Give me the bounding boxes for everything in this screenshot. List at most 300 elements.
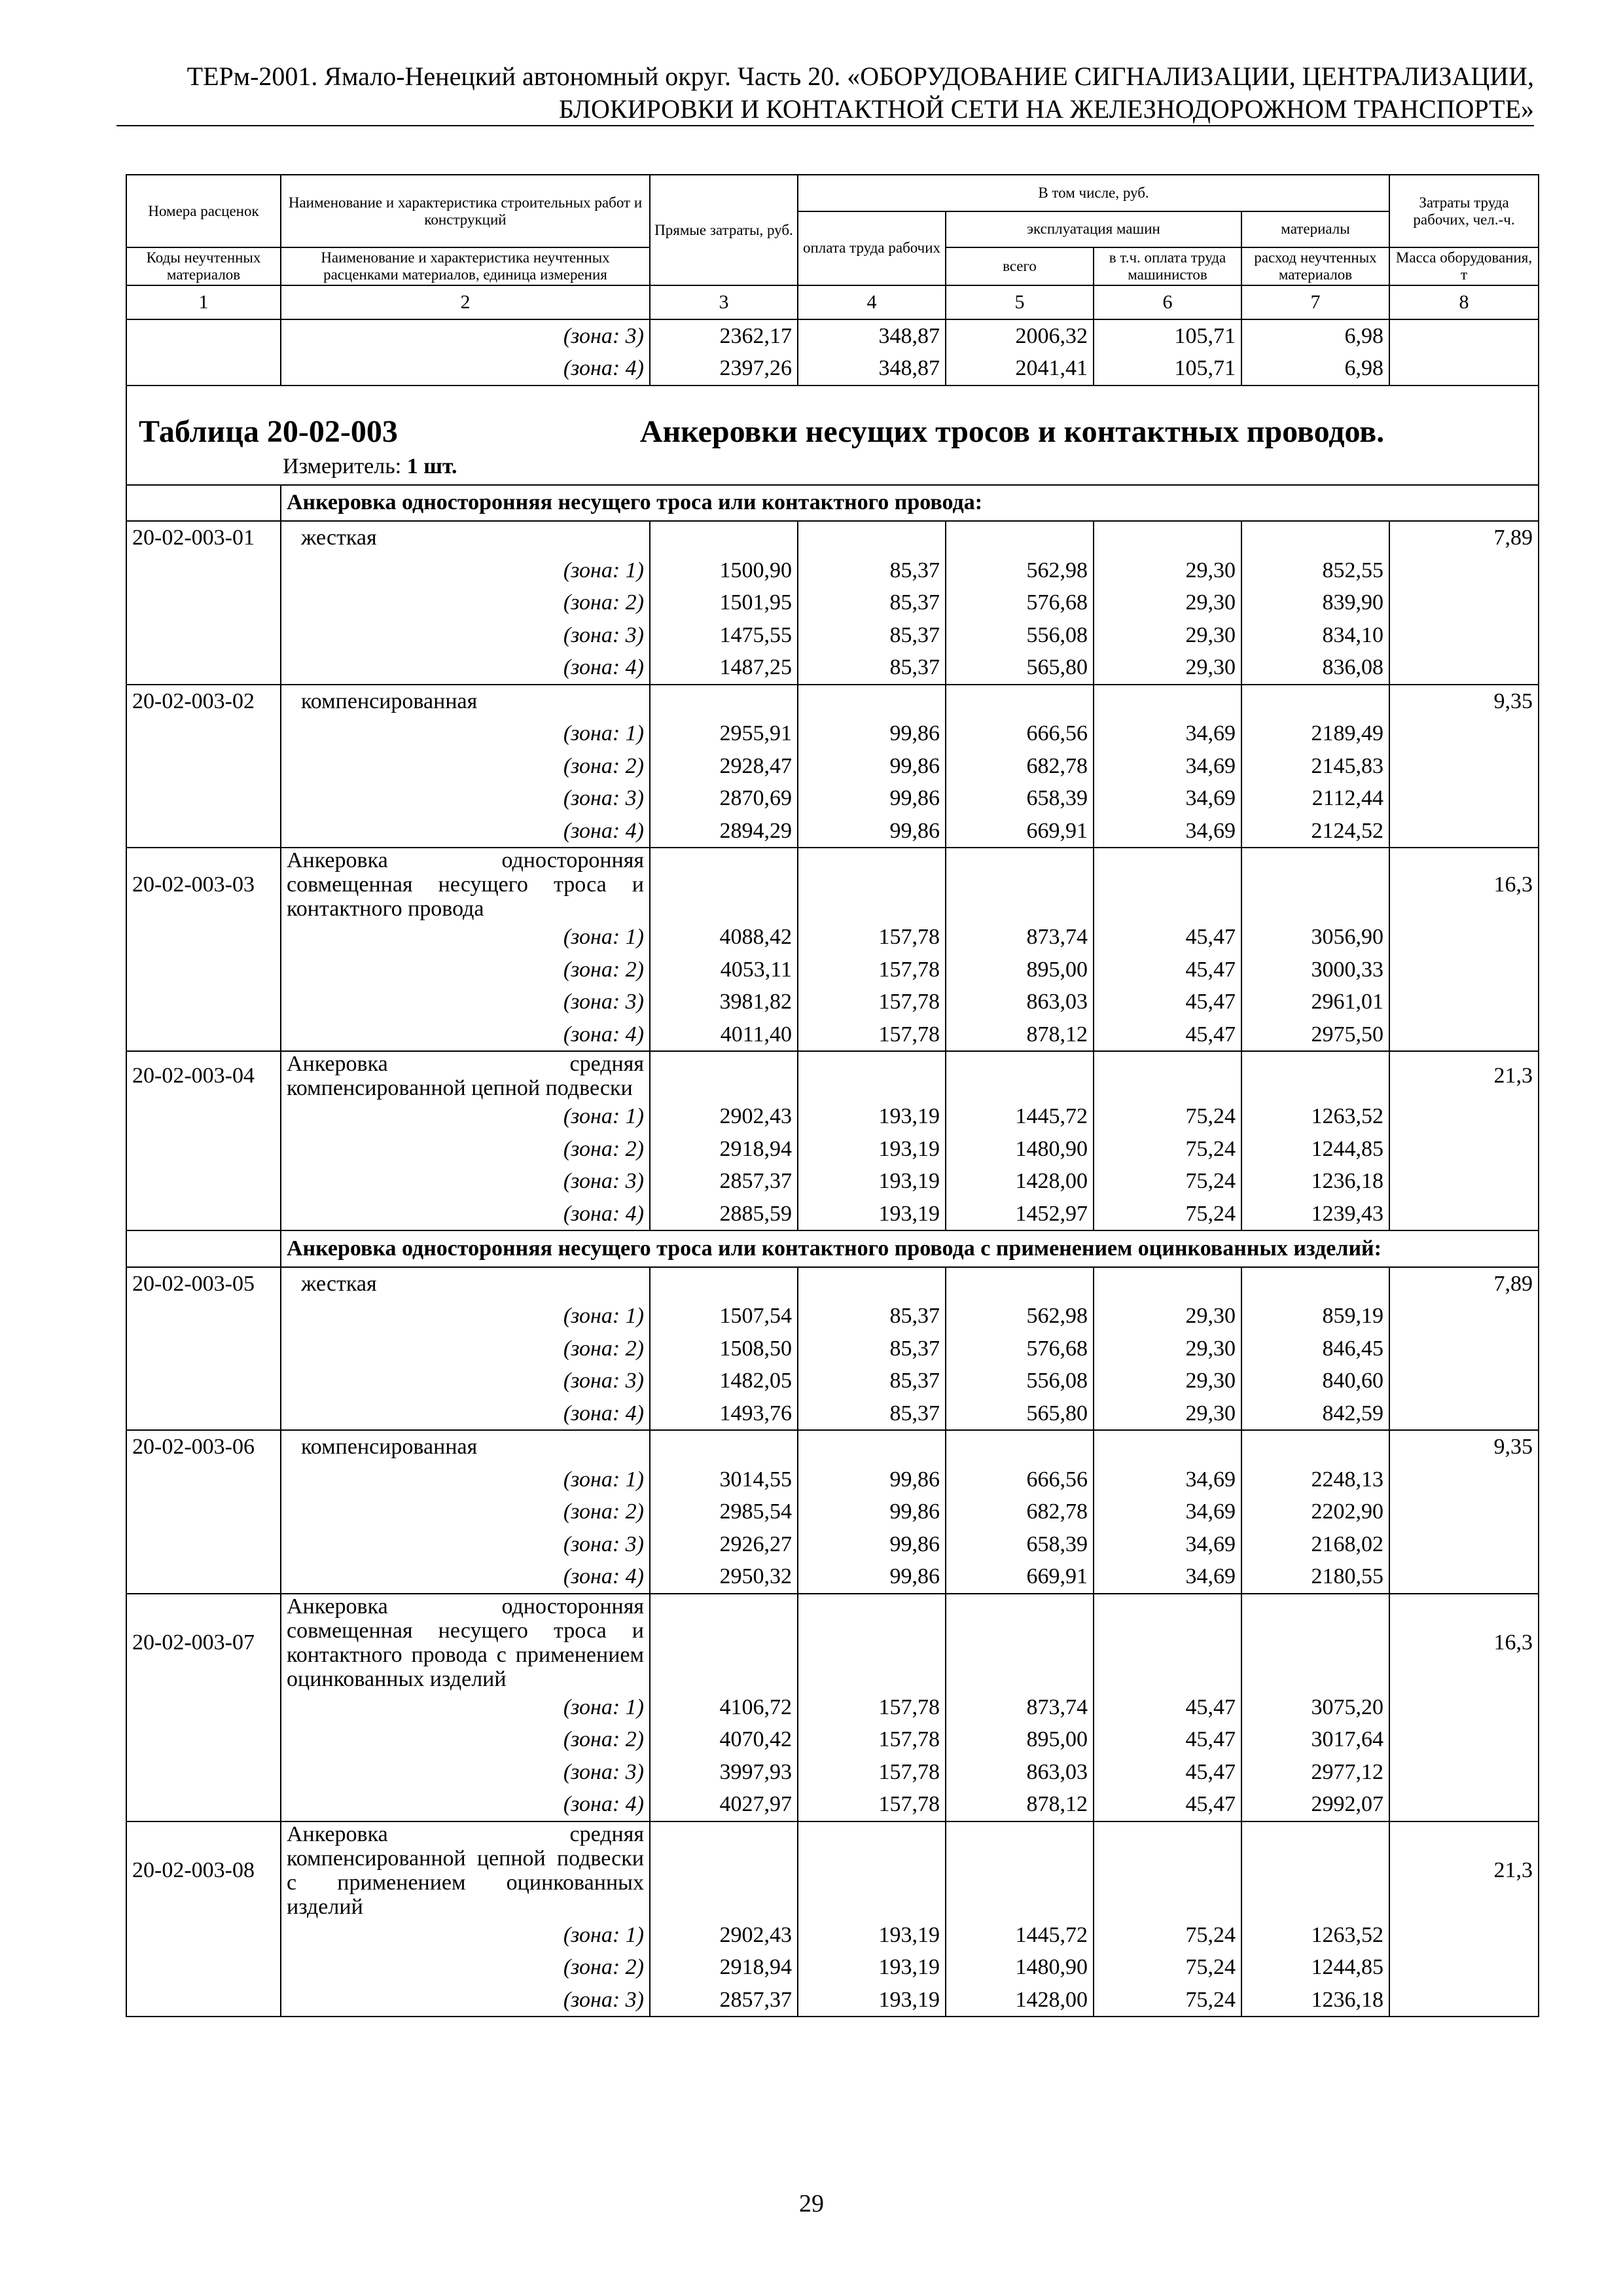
empty-code-cell (126, 554, 281, 587)
direct-cost: 4088,42 (650, 921, 798, 954)
measure-label: Измеритель: (283, 454, 402, 478)
zone-row (126, 651, 1539, 685)
table-title-line (127, 412, 1538, 452)
empty-cell (1389, 954, 1539, 986)
zone-row (126, 554, 1539, 587)
zone-label: (зона: 1) (281, 554, 650, 587)
zone-row (126, 619, 1539, 652)
empty-cell (1389, 1984, 1539, 2017)
zone-row (126, 815, 1539, 848)
empty-cell (1241, 1821, 1389, 1919)
including-header: В том числе, руб. (798, 175, 1389, 211)
machines-total: 658,39 (946, 1528, 1094, 1561)
empty-code-cell (126, 352, 281, 386)
operator-pay: 45,47 (1094, 1788, 1241, 1821)
direct-cost: 4106,72 (650, 1691, 798, 1724)
machines-total: 863,03 (946, 986, 1094, 1018)
empty-code-cell (126, 1788, 281, 1821)
materials-cost: 842,59 (1241, 1397, 1389, 1431)
direct-cost: 2857,37 (650, 1165, 798, 1198)
empty-code-cell (126, 1397, 281, 1431)
labor-hours: 16,3 (1389, 848, 1539, 921)
empty-cell (1389, 1165, 1539, 1198)
empty-cell (1389, 1528, 1539, 1561)
machines-total: 1445,72 (946, 1100, 1094, 1133)
col-number: 7 (1241, 285, 1389, 319)
operator-pay: 45,47 (1094, 986, 1241, 1018)
empty-cell (1094, 1051, 1241, 1100)
materials-cost: 1236,18 (1241, 1984, 1389, 2017)
machines-total: 666,56 (946, 717, 1094, 750)
operator-pay: 45,47 (1094, 1018, 1241, 1052)
empty-cell (1389, 1496, 1539, 1528)
empty-code-cell (126, 1230, 281, 1267)
materials-cost: 2180,55 (1241, 1560, 1389, 1594)
labor-pay: 157,78 (798, 986, 946, 1018)
direct-cost: 1482,05 (650, 1365, 798, 1397)
col-2-header-b: Наименование и характеристика неучтенных расценками материалов, единица измерения (281, 247, 650, 285)
item-row (126, 1594, 1539, 1691)
machines-total: 669,91 (946, 815, 1094, 848)
direct-cost: 2902,43 (650, 1919, 798, 1952)
machines-total: 895,00 (946, 954, 1094, 986)
empty-cell (1389, 554, 1539, 587)
operator-pay: 75,24 (1094, 1984, 1241, 2017)
machines-total: 1428,00 (946, 1165, 1094, 1198)
materials-cost: 2202,90 (1241, 1496, 1389, 1528)
empty-code-cell (126, 986, 281, 1018)
machines-total: 878,12 (946, 1018, 1094, 1052)
direct-cost: 4053,11 (650, 954, 798, 986)
header-row-1 (126, 175, 1539, 211)
empty-code-cell (126, 921, 281, 954)
empty-cell (1094, 848, 1241, 921)
machines-total: 878,12 (946, 1788, 1094, 1821)
zone-row (126, 1100, 1539, 1133)
machines-total: 1452,97 (946, 1198, 1094, 1231)
empty-cell (946, 1821, 1094, 1919)
machines-total: 562,98 (946, 554, 1094, 587)
labor-pay: 193,19 (798, 1951, 946, 1984)
labor-pay: 157,78 (798, 954, 946, 986)
zone-label: (зона: 4) (281, 815, 650, 848)
labor-pay: 99,86 (798, 1463, 946, 1496)
zone-label: (зона: 3) (281, 782, 650, 815)
zone-row (126, 921, 1539, 954)
col-number: 8 (1389, 285, 1539, 319)
operator-pay: 34,69 (1094, 782, 1241, 815)
empty-code-cell (126, 485, 281, 522)
direct-cost: 1475,55 (650, 619, 798, 652)
zone-label: (зона: 1) (281, 1300, 650, 1333)
machines-total: 863,03 (946, 1756, 1094, 1789)
empty-cell (946, 848, 1094, 921)
direct-cost: 2894,29 (650, 815, 798, 848)
empty-cell (1389, 921, 1539, 954)
empty-code-cell (126, 954, 281, 986)
zone-row (126, 1528, 1539, 1561)
materials-cost: 1244,85 (1241, 1951, 1389, 1984)
empty-cell (798, 1430, 946, 1463)
operator-pay: 29,30 (1094, 1365, 1241, 1397)
machines-total: 1445,72 (946, 1919, 1094, 1952)
machines-total: 562,98 (946, 1300, 1094, 1333)
item-row (126, 685, 1539, 718)
operator-pay: 34,69 (1094, 1560, 1241, 1594)
direct-cost: 2928,47 (650, 750, 798, 783)
operator-pay: 29,30 (1094, 1300, 1241, 1333)
item-description: компенсированная (281, 1430, 650, 1463)
operator-pay: 29,30 (1094, 1397, 1241, 1431)
materials-cost: 3017,64 (1241, 1723, 1389, 1756)
labor-pay: 85,37 (798, 1300, 946, 1333)
machines-total: 556,08 (946, 619, 1094, 652)
zone-row (126, 986, 1539, 1018)
labor-pay: 348,87 (798, 352, 946, 386)
col-number: 3 (650, 285, 798, 319)
materials-cost: 2112,44 (1241, 782, 1389, 815)
operator-pay: 75,24 (1094, 1100, 1241, 1133)
zone-label: (зона: 4) (281, 1397, 650, 1431)
direct-cost: 1501,95 (650, 586, 798, 619)
operator-pay: 45,47 (1094, 1691, 1241, 1724)
item-row (126, 1821, 1539, 1919)
zone-label: (зона: 1) (281, 1463, 650, 1496)
materials-cost: 840,60 (1241, 1365, 1389, 1397)
empty-cell (1389, 782, 1539, 815)
labor-hours: 9,35 (1389, 1430, 1539, 1463)
empty-code-cell (126, 1951, 281, 1984)
direct-cost: 2918,94 (650, 1951, 798, 1984)
col-5-header: всего (946, 247, 1094, 285)
col-7-header: расход неучтенных материалов (1241, 247, 1389, 285)
col-8-header-b: Масса оборудования, т (1389, 247, 1539, 285)
labor-pay: 99,86 (798, 1496, 946, 1528)
empty-code-cell (126, 1919, 281, 1952)
materials-cost: 3056,90 (1241, 921, 1389, 954)
materials-cost: 2975,50 (1241, 1018, 1389, 1052)
labor-pay: 157,78 (798, 1756, 946, 1789)
zone-label: (зона: 4) (281, 651, 650, 685)
machines-total: 666,56 (946, 1463, 1094, 1496)
rate-code: 20-02-003-05 (126, 1267, 281, 1300)
labor-pay: 99,86 (798, 1528, 946, 1561)
labor-pay: 193,19 (798, 1919, 946, 1952)
empty-cell (1094, 1267, 1241, 1300)
column-numbers-row (126, 285, 1539, 319)
labor-pay: 85,37 (798, 651, 946, 685)
empty-code-cell (126, 1691, 281, 1724)
direct-cost: 1508,50 (650, 1333, 798, 1365)
zone-label: (зона: 3) (281, 1756, 650, 1789)
labor-hours: 7,89 (1389, 521, 1539, 554)
col-1-header-a: Номера расценок (126, 175, 281, 247)
rate-code: 20-02-003-08 (126, 1821, 281, 1919)
rate-code: 20-02-003-06 (126, 1430, 281, 1463)
empty-cell (1241, 521, 1389, 554)
machines-total: 1480,90 (946, 1133, 1094, 1166)
rate-code: 20-02-003-07 (126, 1594, 281, 1691)
operator-pay: 75,24 (1094, 1198, 1241, 1231)
rate-code: 20-02-003-01 (126, 521, 281, 554)
table-title-cell (126, 386, 1539, 485)
operator-pay: 45,47 (1094, 1723, 1241, 1756)
zone-label: (зона: 1) (281, 921, 650, 954)
direct-cost: 1507,54 (650, 1300, 798, 1333)
col-number: 6 (1094, 285, 1241, 319)
empty-cell (650, 1051, 798, 1100)
item-row (126, 848, 1539, 921)
rate-code: 20-02-003-04 (126, 1051, 281, 1100)
empty-cell (1389, 1365, 1539, 1397)
empty-cell (1389, 586, 1539, 619)
labor-pay: 193,19 (798, 1198, 946, 1231)
empty-code-cell (126, 1528, 281, 1561)
empty-code-cell (126, 1365, 281, 1397)
operator-pay: 45,47 (1094, 1756, 1241, 1789)
labor-pay: 85,37 (798, 586, 946, 619)
materials-cost: 6,98 (1241, 352, 1389, 386)
labor-pay: 99,86 (798, 782, 946, 815)
zone-row (126, 1691, 1539, 1724)
labor-pay: 157,78 (798, 1691, 946, 1724)
empty-cell (1241, 685, 1389, 718)
rates-table (126, 174, 1539, 2017)
empty-cell (1389, 815, 1539, 848)
zone-row (126, 1018, 1539, 1052)
empty-cell (946, 1051, 1094, 1100)
operator-pay: 34,69 (1094, 815, 1241, 848)
operator-pay: 75,24 (1094, 1919, 1241, 1952)
empty-code-cell (126, 1756, 281, 1789)
direct-cost: 4011,40 (650, 1018, 798, 1052)
materials-cost: 2124,52 (1241, 815, 1389, 848)
header-line-2: БЛОКИРОВКИ И КОНТАКТНОЙ СЕТИ НА ЖЕЛЕЗНОДОРОЖНОМ ТРАНСПОРТЕ» (558, 94, 1534, 124)
page-number: 29 (799, 2190, 824, 2217)
empty-cell (1094, 1594, 1241, 1691)
empty-cell (650, 1430, 798, 1463)
empty-code-cell (126, 750, 281, 783)
zone-label: (зона: 2) (281, 1723, 650, 1756)
empty-code-cell (126, 1560, 281, 1594)
col-1-header-b: Коды неучтенных материалов (126, 247, 281, 285)
running-header (124, 60, 1534, 126)
materials-cost: 836,08 (1241, 651, 1389, 685)
labor-pay: 193,19 (798, 1133, 946, 1166)
zone-row (126, 1951, 1539, 1984)
empty-cell (946, 1430, 1094, 1463)
empty-cell (1389, 717, 1539, 750)
zone-label: (зона: 3) (281, 1165, 650, 1198)
zone-row (126, 1300, 1539, 1333)
col-number: 4 (798, 285, 946, 319)
operator-pay: 75,24 (1094, 1951, 1241, 1984)
empty-cell (798, 848, 946, 921)
machines-total: 565,80 (946, 1397, 1094, 1431)
section-heading: Анкеровка односторонняя несущего троса или контактного провода с применением оцинкованных изделий: (281, 1230, 1539, 1267)
empty-code-cell (126, 619, 281, 652)
labor-pay: 157,78 (798, 921, 946, 954)
zone-label: (зона: 3) (281, 1365, 650, 1397)
direct-cost: 2857,37 (650, 1984, 798, 2017)
section-heading-row (126, 485, 1539, 522)
zone-row (126, 319, 1539, 353)
labor-hours: 21,3 (1389, 1821, 1539, 1919)
labor-hours: 21,3 (1389, 1051, 1539, 1100)
empty-code-cell (126, 1100, 281, 1133)
materials-cost: 1239,43 (1241, 1198, 1389, 1231)
direct-cost: 2870,69 (650, 782, 798, 815)
machines-total: 895,00 (946, 1723, 1094, 1756)
empty-cell (946, 521, 1094, 554)
materials-cost: 859,19 (1241, 1300, 1389, 1333)
empty-code-cell (126, 319, 281, 353)
section-heading-row (126, 1230, 1539, 1267)
zone-row (126, 586, 1539, 619)
empty-cell (1241, 1430, 1389, 1463)
zone-row (126, 1165, 1539, 1198)
operator-pay: 34,69 (1094, 1463, 1241, 1496)
operator-pay: 29,30 (1094, 554, 1241, 587)
table-name: Анкеровки несущих тросов и контактных проводов. (639, 414, 1385, 449)
materials-cost: 2248,13 (1241, 1463, 1389, 1496)
item-row (126, 521, 1539, 554)
empty-code-cell (126, 1496, 281, 1528)
materials-cost: 846,45 (1241, 1333, 1389, 1365)
machines-total: 873,74 (946, 1691, 1094, 1724)
empty-cell (946, 1267, 1094, 1300)
empty-cell (1389, 1133, 1539, 1166)
empty-cell (1389, 1397, 1539, 1431)
machines-total: 682,78 (946, 1496, 1094, 1528)
direct-cost: 3981,82 (650, 986, 798, 1018)
machines-total: 1428,00 (946, 1984, 1094, 2017)
direct-cost: 2950,32 (650, 1560, 798, 1594)
operator-pay: 29,30 (1094, 651, 1241, 685)
empty-cell (1389, 986, 1539, 1018)
zone-row (126, 717, 1539, 750)
empty-cell (1389, 1723, 1539, 1756)
empty-code-cell (126, 717, 281, 750)
empty-cell (1094, 685, 1241, 718)
machines-total: 2041,41 (946, 352, 1094, 386)
empty-cell (1241, 1051, 1389, 1100)
zone-label: (зона: 2) (281, 1496, 650, 1528)
zone-row (126, 782, 1539, 815)
direct-cost: 1487,25 (650, 651, 798, 685)
materials-cost: 3075,20 (1241, 1691, 1389, 1724)
empty-cell (1389, 1100, 1539, 1133)
empty-code-cell (126, 782, 281, 815)
zone-label: (зона: 3) (281, 1984, 650, 2017)
col-3-header: Прямые затраты, руб. (650, 175, 798, 285)
materials-cost: 2961,01 (1241, 986, 1389, 1018)
zone-label: (зона: 1) (281, 1100, 650, 1133)
empty-cell (650, 1821, 798, 1919)
empty-cell (798, 1594, 946, 1691)
labor-pay: 157,78 (798, 1018, 946, 1052)
machines-total: 1480,90 (946, 1951, 1094, 1984)
empty-code-cell (126, 1018, 281, 1052)
materials-cost: 1244,85 (1241, 1133, 1389, 1166)
zone-label: (зона: 1) (281, 1691, 650, 1724)
labor-pay: 157,78 (798, 1788, 946, 1821)
operator-pay: 29,30 (1094, 586, 1241, 619)
table-title-row (126, 386, 1539, 485)
empty-cell (1389, 1018, 1539, 1052)
machines-total: 576,68 (946, 586, 1094, 619)
materials-cost: 852,55 (1241, 554, 1389, 587)
materials-header: материалы (1241, 211, 1389, 248)
empty-cell (1094, 1430, 1241, 1463)
direct-cost: 2362,17 (650, 319, 798, 353)
zone-label: (зона: 1) (281, 1919, 650, 1952)
header-rule (116, 125, 1534, 126)
empty-cell (1389, 352, 1539, 386)
zone-row (126, 1397, 1539, 1431)
empty-cell (650, 521, 798, 554)
direct-cost: 4027,97 (650, 1788, 798, 1821)
empty-cell (1389, 1756, 1539, 1789)
labor-pay: 193,19 (798, 1984, 946, 2017)
machines-header: эксплуатация машин (946, 211, 1241, 248)
materials-cost: 834,10 (1241, 619, 1389, 652)
empty-code-cell (126, 1463, 281, 1496)
operator-pay: 34,69 (1094, 717, 1241, 750)
empty-cell (798, 1051, 946, 1100)
zone-row (126, 1984, 1539, 2017)
zone-label: (зона: 1) (281, 717, 650, 750)
zone-row (126, 750, 1539, 783)
empty-cell (946, 685, 1094, 718)
labor-pay: 85,37 (798, 1365, 946, 1397)
labor-pay: 85,37 (798, 1397, 946, 1431)
col-4-header: оплата труда рабочих (798, 211, 946, 286)
operator-pay: 45,47 (1094, 921, 1241, 954)
measure-value: 1 шт. (406, 454, 457, 478)
zone-row (126, 1333, 1539, 1365)
measure-line (127, 452, 1538, 484)
empty-code-cell (126, 586, 281, 619)
empty-code-cell (126, 815, 281, 848)
empty-cell (1389, 651, 1539, 685)
machines-total: 2006,32 (946, 319, 1094, 353)
labor-pay: 193,19 (798, 1100, 946, 1133)
rate-code: 20-02-003-03 (126, 848, 281, 921)
direct-cost: 3997,93 (650, 1756, 798, 1789)
col-number: 2 (281, 285, 650, 319)
empty-cell (650, 848, 798, 921)
item-description: Анкеровка односторонняя совмещенная несущего троса и контактного провода с применением оцинкованных изделий (281, 1594, 650, 1691)
zone-label: (зона: 4) (281, 1560, 650, 1594)
machines-total: 576,68 (946, 1333, 1094, 1365)
col-number: 1 (126, 285, 281, 319)
materials-cost: 2992,07 (1241, 1788, 1389, 1821)
operator-pay: 105,71 (1094, 352, 1241, 386)
item-description: Анкеровка средняя компенсированной цепной подвески с применением оцинкованных изделий (281, 1821, 650, 1919)
zone-row (126, 1788, 1539, 1821)
operator-pay: 105,71 (1094, 319, 1241, 353)
table-number: Таблица 20-02-003 (139, 414, 398, 449)
empty-cell (1389, 1463, 1539, 1496)
zone-row (126, 352, 1539, 386)
zone-label: (зона: 2) (281, 1133, 650, 1166)
materials-cost: 6,98 (1241, 319, 1389, 353)
zone-row (126, 1496, 1539, 1528)
labor-pay: 157,78 (798, 1723, 946, 1756)
direct-cost: 2397,26 (650, 352, 798, 386)
zone-label: (зона: 2) (281, 954, 650, 986)
